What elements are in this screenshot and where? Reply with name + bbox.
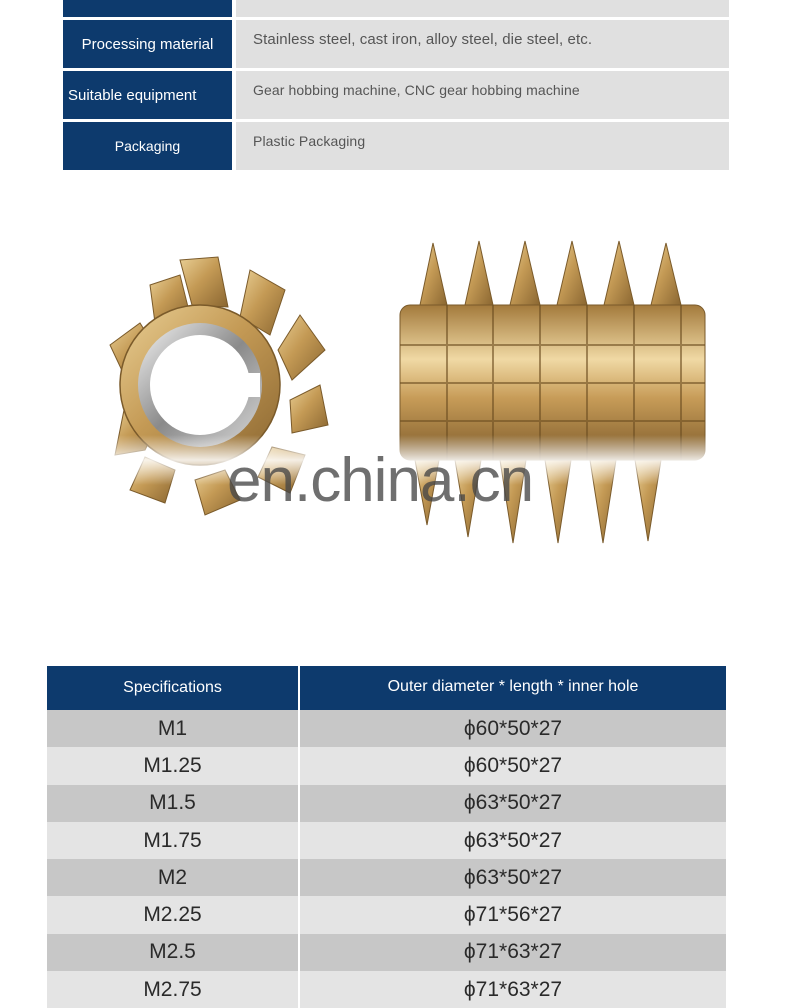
table-row (47, 859, 726, 896)
info-value: Plastic Packaging (236, 122, 729, 170)
spec-cell-dimensions: ϕ71*56*27 (300, 896, 726, 933)
info-label: Processing material (63, 20, 232, 68)
spec-cell-module: M2 (47, 859, 298, 896)
info-row (63, 71, 729, 119)
watermark: en.china.cn (227, 446, 534, 515)
table-row (47, 710, 726, 747)
info-row (63, 20, 729, 68)
spec-header-dimensions: Outer diameter * length * inner hole (300, 666, 726, 710)
spec-cell-dimensions: ϕ63*50*27 (300, 859, 726, 896)
spec-cell-dimensions: ϕ63*50*27 (300, 785, 726, 822)
spec-table-header (47, 666, 726, 710)
spec-cell-dimensions: ϕ60*50*27 (300, 710, 726, 747)
info-table (63, 0, 729, 173)
spec-cell-module: M2.5 (47, 934, 298, 971)
info-label (63, 0, 232, 17)
spec-cell-dimensions: ϕ60*50*27 (300, 747, 726, 784)
info-row (63, 0, 729, 17)
info-value: Stainless steel, cast iron, alloy steel, die steel, etc. (236, 20, 729, 68)
table-row (47, 785, 726, 822)
info-value: Gear hobbing machine, CNC gear hobbing machine (236, 71, 729, 119)
spec-table (47, 666, 726, 1008)
table-row (47, 971, 726, 1008)
spec-cell-module: M1.25 (47, 747, 298, 784)
table-row (47, 747, 726, 784)
spec-cell-dimensions: ϕ71*63*27 (300, 934, 726, 971)
spec-cell-module: M1.75 (47, 822, 298, 859)
spec-cell-dimensions: ϕ63*50*27 (300, 822, 726, 859)
spec-cell-module: M1.5 (47, 785, 298, 822)
table-row (47, 822, 726, 859)
spec-header-specifications: Specifications (47, 666, 298, 710)
spec-cell-dimensions: ϕ71*63*27 (300, 971, 726, 1008)
table-row (47, 934, 726, 971)
info-label: Suitable equipment (63, 71, 232, 119)
table-row (47, 896, 726, 933)
info-row (63, 122, 729, 170)
info-value (236, 0, 729, 17)
info-label: Packaging (63, 122, 232, 170)
spec-cell-module: M1 (47, 710, 298, 747)
spec-cell-module: M2.25 (47, 896, 298, 933)
spec-cell-module: M2.75 (47, 971, 298, 1008)
